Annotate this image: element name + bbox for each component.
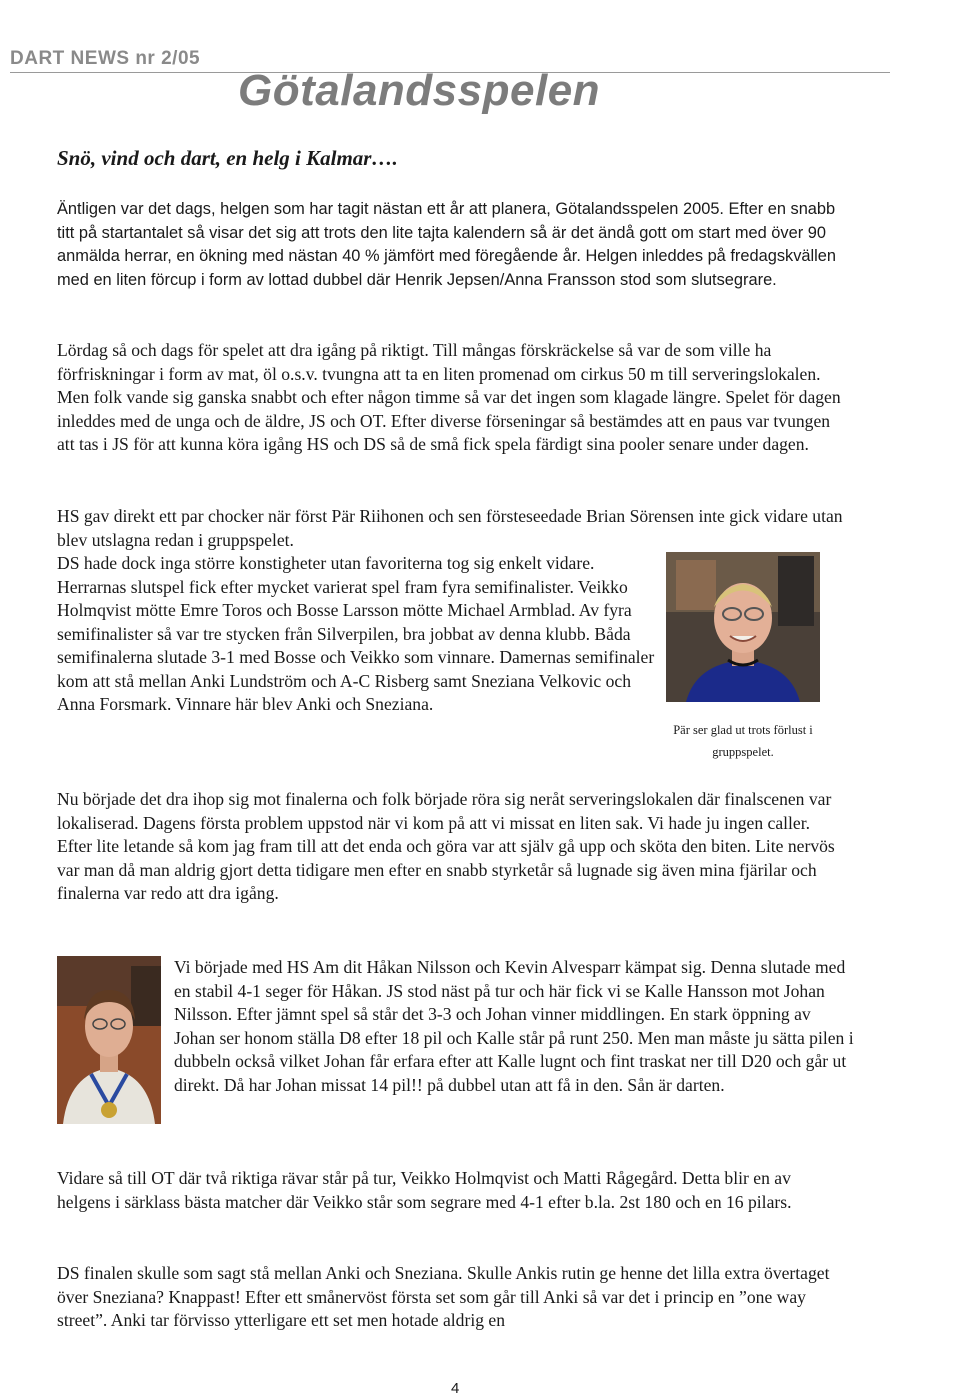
- photo-par-caption: Pär ser glad ut trots förlust i gruppspelet.: [673, 723, 813, 759]
- photo-johan: [57, 956, 161, 1124]
- paragraph-intro: Äntligen var det dags, helgen som har tagit nästan ett år att planera, Götalandsspelen 2005. Efter en snabb titt på startantalet så visar det sig att trots den lite tajta kalendern så är det ändå gott om start med över 90 anmälda herrar, en ökning med nästan 40 % jämfört med föregående år. Helgen inleddes på fredagskvällen med en liten förcup i form av lottad dubbel där Henrik Jepsen/Anna Fransson stod som slutsegrare.: [57, 200, 837, 289]
- paragraph-ot-final: Vidare så till OT där två riktiga rävar står på tur, Veikko Holmqvist och Matti Rågegård. Detta blir en av helgens i särklass bästa matcher där Veikko står som segrare med 4-1 efter b.la. 2st 180 och en 16 pilars.: [57, 1168, 792, 1212]
- magazine-name: DART NEWS nr 2/05: [10, 48, 201, 69]
- photo-johan-image: [57, 956, 161, 1124]
- paragraph-saturday: Lördag så och dags för spelet att dra igång på riktigt. Till mångas förskräckelse så var de som ville ha förfriskningar i form av mat, öl o.s.v. tvungna att ta en liten promenad om cirkus 50 m till serveringslokalen. Men folk vande sig ganska snabbt och efter någon timme så var det ingen som klagade längre. Spelet för dagen inleddes med de unga och de äldre, JS och OT. Efter diverse förseningar så bestämdes att en paus var tvungen att tas i JS för att kunna köra igång HS och DS så de små fick spela färdigt sina pooler senare under dagen.: [57, 340, 841, 454]
- article-title: Götalandsspelen: [238, 66, 601, 115]
- paragraph-finals-start: Nu började det dra ihop sig mot finalerna och folk började röra sig neråt serveringslokalen där finalscenen var lokaliserad. Dagens första problem uppstod när vi kom på att vi missat en liten sak. Vi hade ju ingen caller. Efter lite letande så kom jag fram till att det enda och göra var att själv gå upp och sköta den biten. Lite nervös var man då man aldrig gjort detta tidigare men efter en snabb styrketår så lugnade sig även mina fjärilar och finalerna var redo att dra igång.: [57, 789, 835, 903]
- paragraph-ds-final: DS finalen skulle som sagt stå mellan Anki och Sneziana. Skulle Ankis rutin ge henne det lilla extra övertaget över Sneziana? Knappast! Efter ett smånervöst första set som går till Anki så var det i princip en ”one way street”. Anki tar förvisso ytterligare ett set men hotade aldrig en: [57, 1263, 830, 1330]
- photo-par: [666, 552, 820, 702]
- paragraph-hs-shock: HS gav direkt ett par chocker när först Pär Riihonen och sen försteseedade Brian Sörensen inte gick vidare utan blev utslagna redan i gruppspelet.: [57, 506, 843, 550]
- photo-par-image: [666, 552, 820, 702]
- paragraph-semifinals: DS hade dock inga större konstigheter utan favoriterna tog sig enkelt vidare. Herrarnas slutspel fick efter mycket varierat spel fram fyra semifinalister. Veikko Holmqvist mötte Emre Toros och Bosse Larsson mötte Michael Armblad. Av fyra semifinalister så var tre stycken från Silverpilen, bra jobbat av denna klubb. Båda semifinalerna slutade 3-1 med Bosse och Veikko som vinnare. Damernas semifinaler kom att stå mellan Anki Lundström och A-C Risberg samt Sneziana Velkovic och Anna Forsmark. Vinnare här blev Anki och Sneziana.: [57, 553, 655, 714]
- article-subtitle: Snö, vind och dart, en helg i Kalmar….: [57, 146, 398, 170]
- page-number: 4: [451, 1380, 460, 1397]
- paragraph-hs-am-js: Vi började med HS Am dit Håkan Nilsson och Kevin Alvesparr kämpat sig. Denna slutade med en stabil 4-1 seger för Håkan. JS stod näst på tur och här fick vi se Kalle Hansson mot Johan Nilsson. Efter jämnt spel så står det 3-3 och Johan vinner middlingen. En stark öppning av Johan ser honom ställa D8 efter 18 pil och Kalle står på runt 250. Men man måste ju sätta pilen i dubbeln också vilket Johan får erfara efter att Kalle lugnt och fint traskat ner till D20 och går ut direkt. Då har Johan missat 14 pil!! på dubbel utan att få in den. Sån är darten.: [174, 957, 854, 1095]
